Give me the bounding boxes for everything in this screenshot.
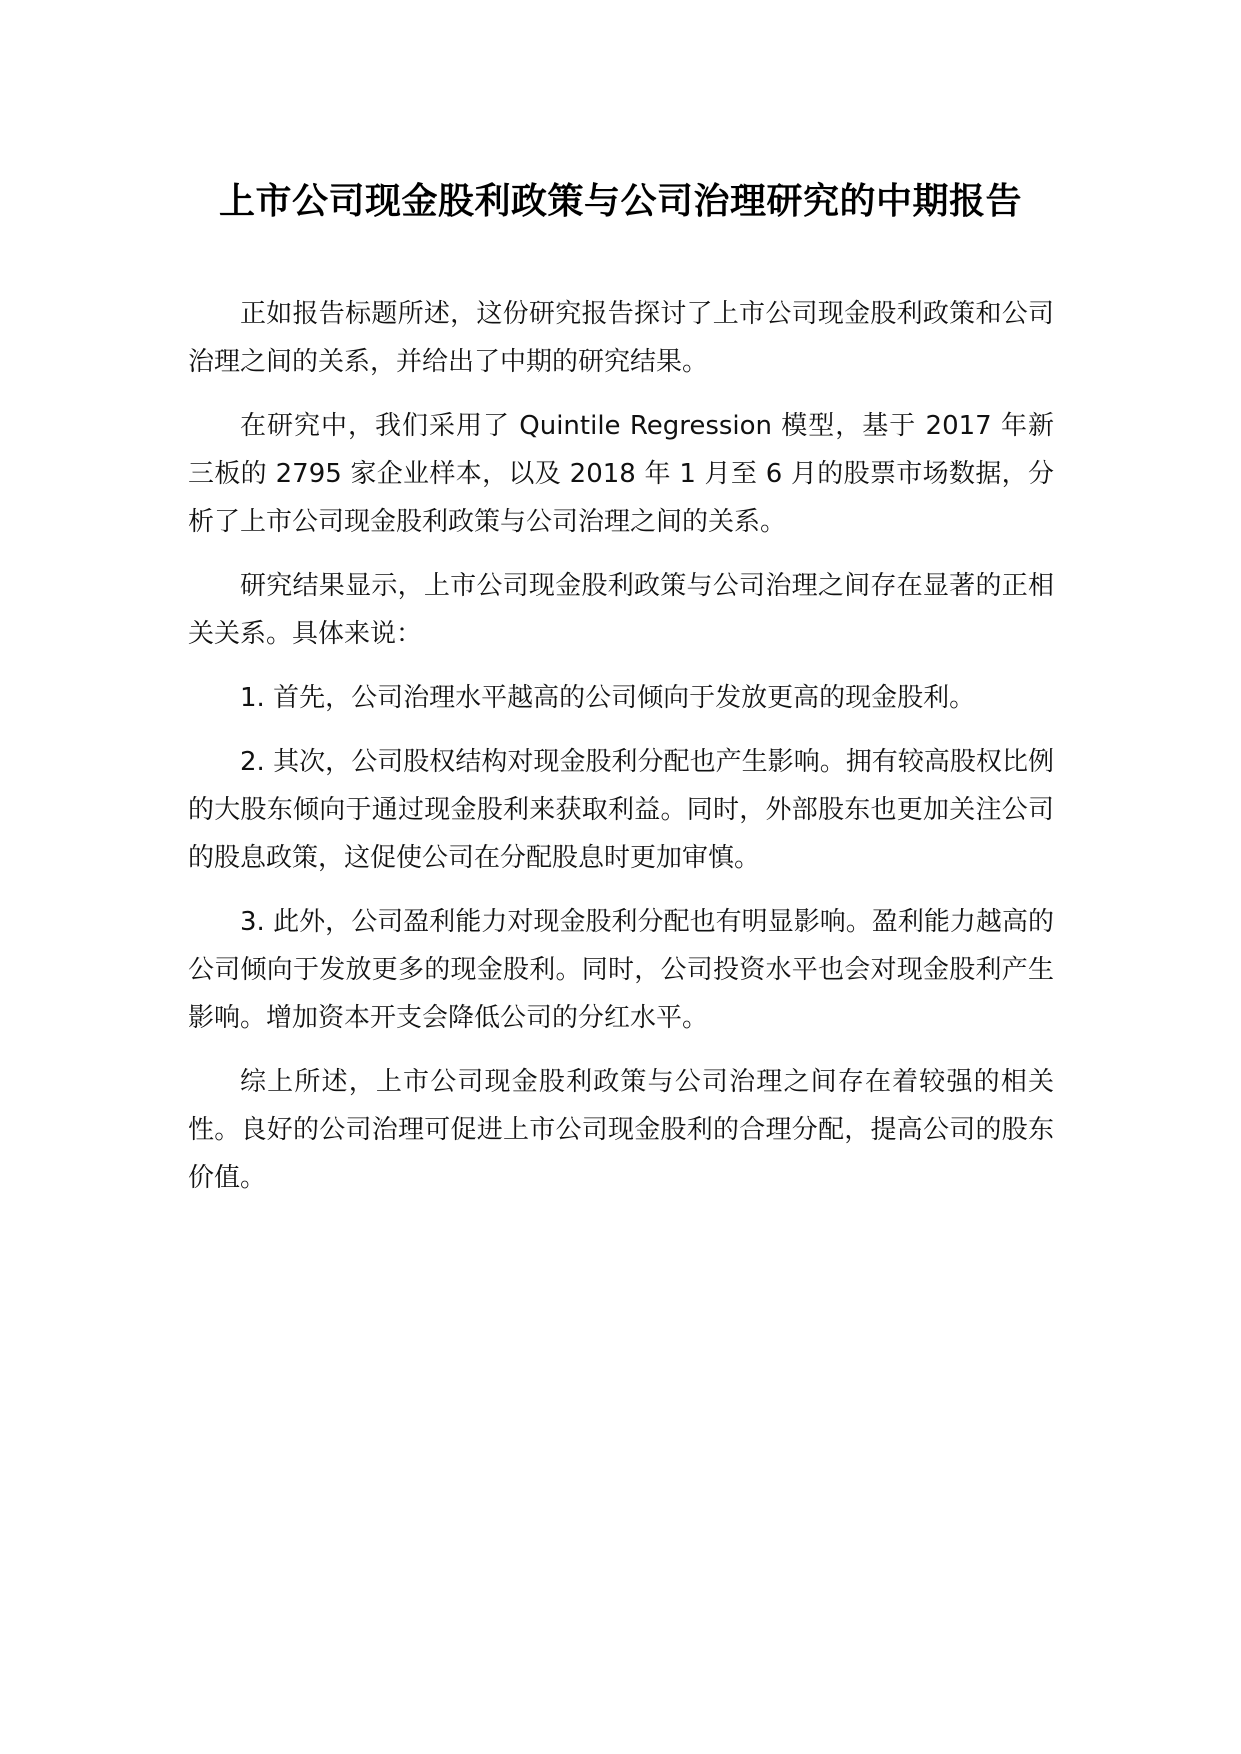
paragraph-conclusion: 综上所述，上市公司现金股利政策与公司治理之间存在着较强的相关性。良好的公司治理可促进上市公司现金股利的合理分配，提高公司的股东价值。	[188, 1067, 1054, 1193]
paragraph-intro: 正如报告标题所述，这份研究报告探讨了上市公司现金股利政策和公司治理之间的关系，并给出了中期的研究结果。	[188, 299, 1054, 377]
paragraph-method: 在研究中，我们采用了 Quintile Regression 模型，基于 2017 年新三板的 2795 家企业样本，以及 2018 年 1 月至 6 月的股票市场数据，分析了上市公司现金股利政策与公司治理之间的关系。	[188, 411, 1054, 537]
paragraph-results: 研究结果显示，上市公司现金股利政策与公司治理之间存在显著的正相关关系。具体来说：	[188, 571, 1054, 649]
paragraph-point-1: 1. 首先，公司治理水平越高的公司倾向于发放更高的现金股利。	[240, 683, 976, 713]
paragraph-point-2: 2. 其次，公司股权结构对现金股利分配也产生影响。拥有较高股权比例的大股东倾向于通过现金股利来获取利益。同时，外部股东也更加关注公司的股息政策，这促使公司在分配股息时更加审慎。	[188, 747, 1054, 873]
document-body	[188, 290, 1054, 1218]
paragraph-point-3: 3. 此外，公司盈利能力对现金股利分配也有明显影响。盈利能力越高的公司倾向于发放更多的现金股利。同时，公司投资水平也会对现金股利产生影响。增加资本开支会降低公司的分红水平。	[188, 907, 1054, 1033]
document-title: 上市公司现金股利政策与公司治理研究的中期报告	[218, 181, 1022, 222]
